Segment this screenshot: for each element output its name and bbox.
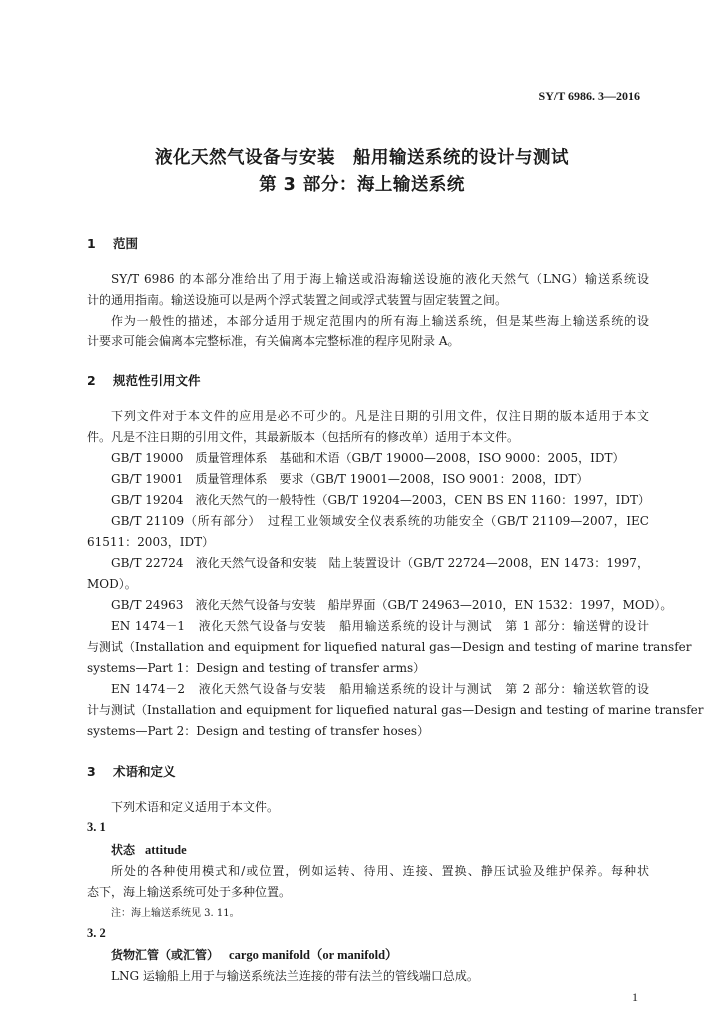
paragraph-line: 下列文件对于本文件的应用是必不可少的。凡是注日期的引用文件，仅注日期的版本适用于本文 [111,409,649,423]
reference-line: EN 1474－2 液化天然气设备与安装 船用输送系统的设计与测试 第 2 部分：输送软管的设 [111,682,649,696]
paragraph-line: 计的通用指南。输送设施可以是两个浮式装置之间或浮式装置与固定装置之间。 [87,293,508,307]
paragraph-line: 作为一般性的描述，本部分适用于规定范围内的所有海上输送系统，但是某些海上输送系统的设 [111,314,649,328]
reference-line: GB/T 22724 液化天然气设备和安装 陆上装置设计（GB/T 22724—2008，EN 1473：1997， [111,556,649,570]
reference-line: 与测试（Installation and equipment for liquefied natural gas—Design and testing of marine transfer [87,640,692,654]
term-number: 3. 2 [87,926,106,940]
reference-line: GB/T 24963 液化天然气设备与安装 船岸界面（GB/T 24963—2010，EN 1532：1997，MOD）。 [111,598,673,612]
term-entry [111,842,187,858]
term-english: cargo manifold（or manifold） [229,948,398,962]
section-1-heading [87,234,138,252]
reference-line: EN 1474－1 液化天然气设备与安装 船用输送系统的设计与测试 第 1 部分：输送臂的设计 [111,619,649,633]
term-chinese: 货物汇管（或汇管） [111,948,220,962]
document-title-line2: 第 3 部分：海上输送系统 [259,175,465,195]
section-title: 术语和定义 [113,764,176,779]
section-number: 1 [87,236,96,251]
reference-line: MOD）。 [87,577,137,591]
term-chinese: 状态 [111,843,136,857]
reference-line: systems—Part 2：Design and testing of transfer hoses） [87,724,430,738]
reference-line: 计与测试（Installation and equipment for liquefied natural gas—Design and testing of marine transfer [87,703,704,717]
term-note: 注：海上输送系统见 3. 11。 [111,908,240,919]
section-title: 规范性引用文件 [113,373,201,388]
term-number: 3. 1 [87,820,106,834]
paragraph-line: 件。凡是不注日期的引用文件，其最新版本（包括所有的修改单）适用于本文件。 [87,430,520,444]
section-number: 2 [87,373,96,388]
section-3-heading [87,762,176,780]
standard-code: SY/T 6986. 3—2016 [538,89,640,103]
paragraph-line: 计要求可能会偏离本完整标准，有关偏离本完整标准的程序见附录 A。 [87,334,460,348]
term-entry [111,947,398,963]
reference-line: GB/T 19001 质量管理体系 要求（GB/T 19001—2008，ISO 9001：2008，IDT） [111,472,589,486]
reference-line: GB/T 21109（所有部分） 过程工业领域安全仪表系统的功能安全（GB/T 21109—2007，IEC [111,514,649,528]
reference-line: 61511：2003，IDT） [87,535,215,549]
paragraph-line: 下列术语和定义适用于本文件。 [111,800,280,814]
definition-line: LNG 运输船上用于与输送系统法兰连接的带有法兰的管线端口总成。 [111,969,479,983]
reference-line: systems—Part 1：Design and testing of transfer arms） [87,661,426,675]
reference-line: GB/T 19000 质量管理体系 基础和术语（GB/T 19000—2008，ISO 9000：2005，IDT） [111,451,625,465]
document-title-line1: 液化天然气设备与安装 船用输送系统的设计与测试 [155,148,569,168]
definition-line: 所处的各种使用模式和/或位置，例如运转、待用、连接、置换、静压试验及维护保养。每种状 [111,864,649,878]
paragraph-line: SY/T 6986 的本部分准给出了用于海上输送或沿海输送设施的液化天然气（LNG）输送系统设 [111,272,649,286]
section-number: 3 [87,764,96,779]
section-title: 范围 [113,236,139,251]
section-2-heading [87,371,201,389]
page-number: 1 [632,990,638,1004]
definition-line: 态下，海上输送系统可处于多种位置。 [87,885,292,899]
term-english: attitude [145,843,187,857]
reference-line: GB/T 19204 液化天然气的一般特性（GB/T 19204—2003，CEN BS EN 1160：1997，IDT） [111,493,651,507]
